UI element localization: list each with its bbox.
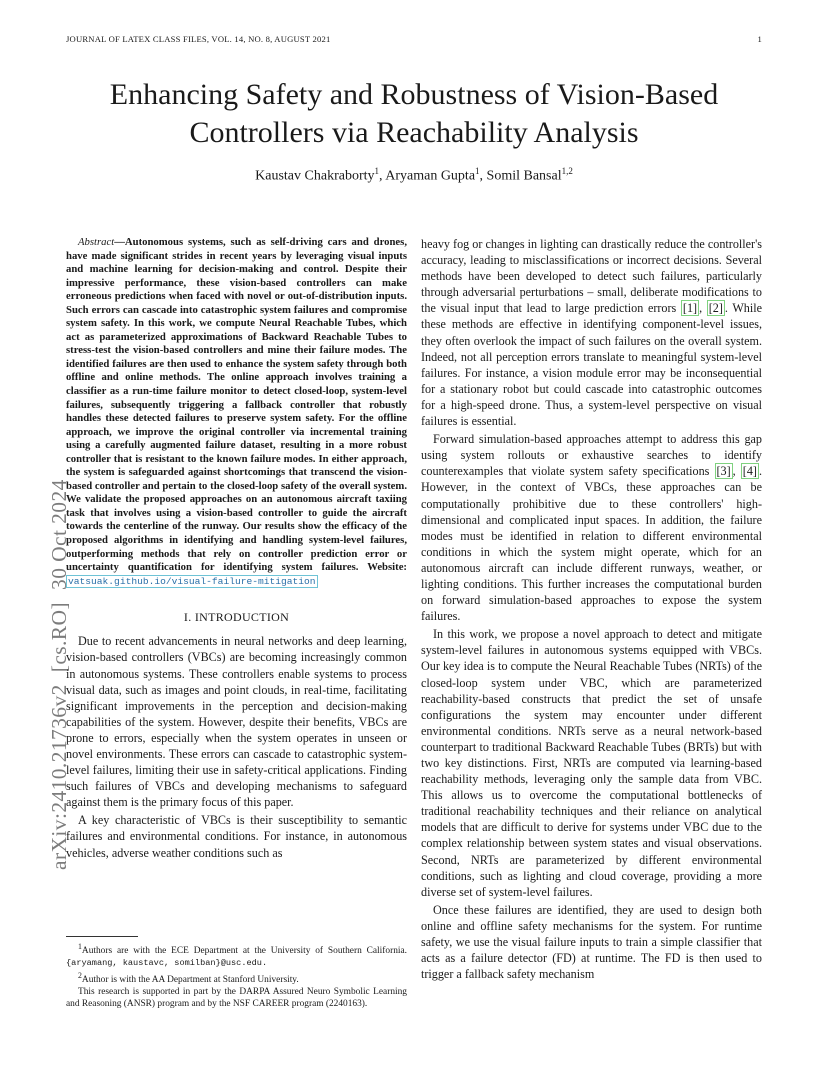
author-affiliation: 1 bbox=[475, 166, 480, 176]
citation-link[interactable]: [2] bbox=[708, 301, 723, 316]
section-heading: I. INTRODUCTION bbox=[183, 610, 290, 625]
left-column bbox=[66, 236, 407, 861]
author-affiliation: 1 bbox=[374, 166, 379, 176]
author-name: Aryaman Gupta bbox=[385, 168, 476, 184]
author-list: Kaustav Chakraborty$^1$, Aryaman Gupta$^1$, Somil Bansal$^{1,2}$ bbox=[255, 166, 573, 184]
author-emails: {aryamang, kaustavc, somilban}@usc.edu. bbox=[66, 958, 268, 969]
arxiv-id: arXiv:2410.21736v2 bbox=[47, 684, 71, 870]
footnote: $^2$Author is with the AA Department at Stanford University. bbox=[78, 970, 299, 985]
abstract-label: Abstract bbox=[78, 236, 115, 248]
website-label: Website: bbox=[367, 561, 407, 574]
intro-paragraph: Due to recent advancements in neural networks and deep learning, vision-based controllers (VBCs) are becoming increasingly common in autonomous systems. These controllers enable systems to process visual data, such as images and point clouds, in real-time, facilitating significant improvements in the perception and decision-making capabilities of the system. However, despite their benefits, VBCs are prone to errors, especially when the system operates in unseen or novel environments. These errors can cascade to catastrophic system-level failures, limiting their use in safety-critical applications. Finding such failures of VBCs and developing mechanisms to safeguard against them is the primary focus of this paper. bbox=[66, 634, 407, 810]
intro-paragraph: heavy fog or changes in lighting can drastically reduce the controller's accuracy, leading to misclassifications or incorrect decisions. Several methods have been developed to detect such failures, particularly through adversarial perturbations – small, deliberate modifications to the visual input that lead to large prediction errors [1] , [2] . While these methods are effective in identifying component-level issues, they often overlook the impact of such failures on the overall system. Indeed, not all perception errors translate to meaningful system-level failures. For instance, a vision module error may be inconsequential for a stationary robot but could cascade into catastrophic outcomes for a high-speed drone. Thus, a system-level perspective on visual failures is essential. bbox=[421, 237, 762, 429]
footnote: $^1$Authors are with the ECE Department at the University of Southern California. {aryamang, kaustavc, somilban}@usc.edu. bbox=[66, 942, 407, 969]
abstract-text: —Autonomous systems, such as self-driving cars and drones, have made significant strides in recent years by leveraging visual inputs and machine learning for decision-making and control. Despite their impressive performance, these vision-based controllers can make erroneous predictions when faced with novel or out-of-distribution inputs. Such errors can cascade into catastrophic system failures and compromise system safety. In this work, we compute Neural Reachable Tubes, which act as parameterized approximations of Backward Reachable Tubes to stress-test the vision-based controllers and mine their failure modes. The identified failures are then used to enhance the system safety through both offline and online methods. The online approach involves training a classifier as a run-time failure monitor to detect closed-loop, system-level failures, subsequently triggering a fallback controller that robustly handles these detected failures to preserve system safety. For the offline approach, we improve the original controller via incremental training using a carefully augmented failure dataset, resulting in a more robust controller that is resistant to the known failure modes. In either approach, the system is safeguarded against shortcomings that transcend the vision-based controller and pertain to the closed-loop safety of the overall system. We validate the proposed approaches on an autonomous aircraft taxiing task that involves using a vision-based controller to guide the aircraft towards the centerline of the runway. Our results show the efficacy of the proposed algorithms in identifying and handling system-level failures, outperforming methods that rely on controller prediction error or uncertainty quantification for identifying system failures. bbox=[66, 236, 407, 574]
right-column bbox=[421, 236, 762, 982]
citation-link[interactable]: [4] bbox=[742, 464, 757, 479]
arxiv-category: [cs.RO] bbox=[47, 601, 71, 673]
website-link[interactable]: vatsuak.github.io/visual-failure-mitigation bbox=[68, 575, 316, 587]
intro-paragraph: Forward simulation-based approaches attempt to address this gap using system rollouts or exhaustive searches to identify counterexamples that violate system safety specifications [3] , [4] . However, in the context of VBCs, these approaches can be computationally prohibitive due to these controllers' high-dimensional and complicated input spaces. In addition, the failure modes must be identified in relation to different environmental conditions in which the system might operate, which for an autonomous aircraft can include different runways, weather, or lighting conditions. This further increases the computational burden on forward simulation-based approaches to expose the system failures. bbox=[421, 432, 762, 624]
footnote: This research is supported in part by the DARPA Assured Neuro Symbolic Learning and Reasoning (ANSR) program and by the NSF CAREER program (2240163). bbox=[66, 986, 407, 1010]
citation-link[interactable]: [3] bbox=[716, 464, 731, 479]
arxiv-date: 30 Oct 2024 bbox=[47, 479, 71, 590]
journal-name: JOURNAL OF LATEX CLASS FILES, VOL. 14, NO. 8, AUGUST 2021 bbox=[66, 34, 331, 44]
author-name: Somil Bansal bbox=[486, 168, 562, 184]
abstract bbox=[66, 236, 407, 588]
running-header bbox=[66, 34, 762, 48]
footnotes bbox=[66, 936, 407, 1010]
citation-link[interactable]: [1] bbox=[682, 301, 698, 316]
intro-paragraph: Once these failures are identified, they are used to design both online and offline safety mechanisms for the system. For runtime safety, we use the visual failure inputs to train a simple classifier that acts as a failure detector (FD) at runtime. The FD is then used to trigger a fallback safety mechanism bbox=[421, 902, 762, 982]
author-affiliation: 1,2 bbox=[561, 166, 573, 176]
intro-paragraph: In this work, we propose a novel approach to detect and mitigate system-level failures in autonomous systems equipped with VBCs. Our key idea is to compute the Neural Reachable Tubes (NRTs) of the closed-loop system under VBC, which are parameterized reachability-based constructs that predict the set of unsafe configurations the system may encounter under different environmental conditions. NRTs serve as a neural network-based counterpart to traditional Backward Reachable Tubes (BRTs) but with two key distinctions. First, NRTs are computed via learning-based reachability methods, leveraging only the sample data from VBC. This allows us to overcome the computational bottlenecks of traditional reachability techniques and their reliance on analytical models that are difficult to derive for systems under VBC due to the complex relationship between system states and visual observations. Second, NRTs are parameterized by different environmental conditions, such as lighting and cloud coverage, providing a more diverse set of system-level failures. bbox=[421, 627, 762, 899]
footnote-rule bbox=[66, 936, 138, 937]
intro-paragraph: A key characteristic of VBCs is their susceptibility to semantic failures and environmental conditions. For instance, in autonomous vehicles, adverse weather conditions such as bbox=[66, 813, 407, 860]
paper-title: Enhancing Safety and Robustness of Vision-Based Controllers via Reachability Analysis bbox=[109, 78, 719, 149]
page-number: 1 bbox=[757, 34, 762, 44]
author-name: Kaustav Chakraborty bbox=[255, 168, 375, 184]
